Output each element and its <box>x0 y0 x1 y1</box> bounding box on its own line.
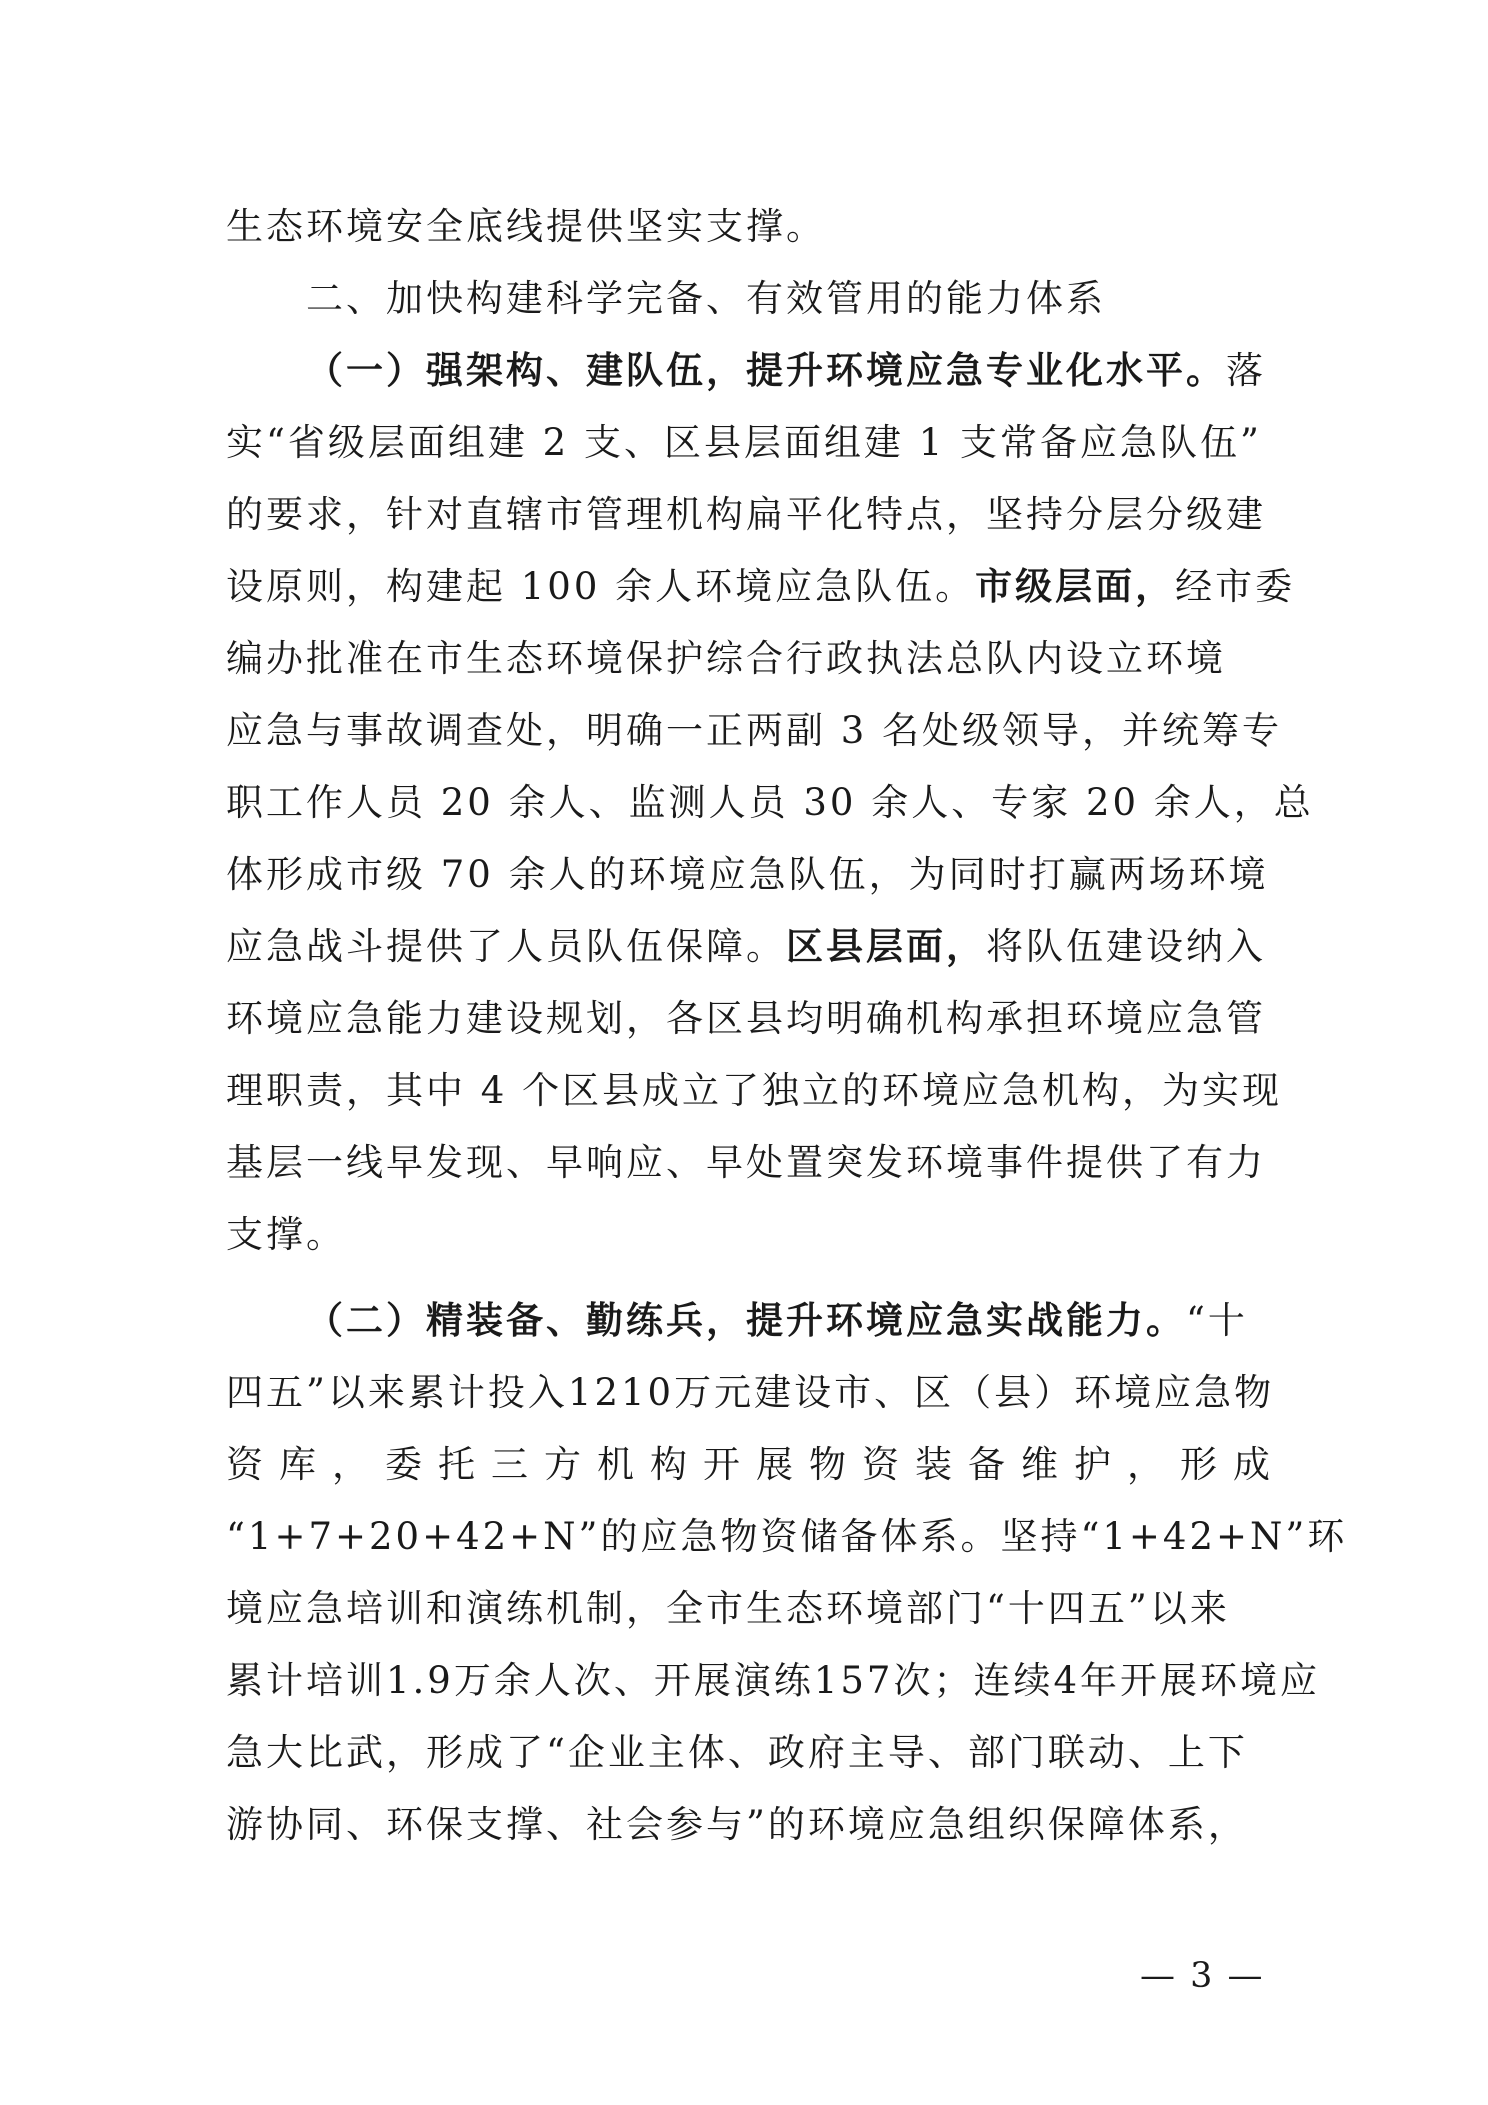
body-text: 四五”以来累计投入1210万元建设市、区（县）环境应急物 <box>226 1371 1275 1414</box>
paragraph-line <box>226 205 1260 248</box>
paragraph-line <box>226 1731 1260 1774</box>
paragraph-line <box>226 421 1262 464</box>
body-text: 应急战斗提供了人员队伍保障。 <box>226 925 786 968</box>
paragraph-line <box>226 1587 1260 1630</box>
body-text: “十 <box>1186 1299 1248 1342</box>
body-text: 基层一线早发现、早响应、早处置突发环境事件提供了有力 <box>226 1141 1266 1184</box>
body-text: 经市委 <box>1175 565 1296 608</box>
paragraph-line <box>226 1141 1266 1184</box>
body-text: 设原则，构建起 100 余人环境应急队伍。 <box>226 565 976 608</box>
emphasis-text: 市级层面， <box>975 564 1176 608</box>
paragraph-line <box>226 564 1296 608</box>
body-text: 编办批准在市生态环境保护综合行政执法总队内设立环境 <box>226 637 1226 680</box>
body-text: 应急与事故调查处，明确一正两副 3 名处级领导，并统筹专 <box>226 709 1283 752</box>
body-text: 将队伍建设纳入 <box>986 925 1266 968</box>
paragraph-line <box>226 1659 1321 1702</box>
body-text: 体形成市级 70 余人的环境应急队伍，为同时打赢两场环境 <box>226 853 1269 896</box>
body-text: 支撑。 <box>226 1213 346 1256</box>
body-text: “1+7+20+42+N”的应急物资储备体系。坚持“1+42+N”环 <box>226 1515 1348 1558</box>
subsection-heading: （一）强架构、建队伍，提升环境应急专业化水平。 <box>306 348 1226 392</box>
paragraph-line <box>226 1803 1260 1846</box>
paragraph-line <box>306 348 1266 392</box>
paragraph-line <box>226 1371 1275 1414</box>
paragraph-line <box>226 1213 1260 1256</box>
paragraph-line <box>226 1069 1283 1112</box>
section-heading <box>306 277 1340 320</box>
body-text: 游协同、环保支撑、社会参与”的环境应急组织保障体系， <box>226 1803 1248 1846</box>
body-text: 境应急培训和演练机制，全市生态环境部门“十四五”以来 <box>226 1587 1230 1630</box>
paragraph-line <box>226 853 1269 896</box>
body-text: 累计培训1.9万余人次、开展演练157次；连续4年开展环境应 <box>226 1659 1321 1702</box>
body-text: 实“省级层面组建 2 支、区县层面组建 1 支常备应急队伍” <box>226 421 1262 464</box>
page-number: — 3 — <box>1140 1956 1265 1996</box>
body-text: 急大比武，形成了“企业主体、政府主导、部门联动、上下 <box>226 1731 1248 1774</box>
emphasis-text: 区县层面， <box>786 924 986 968</box>
body-text: 理职责，其中 4 个区县成立了独立的环境应急机构，为实现 <box>226 1069 1283 1112</box>
paragraph-line <box>226 924 1266 968</box>
paragraph-line <box>226 997 1266 1040</box>
paragraph-line <box>306 1298 1260 1342</box>
paragraph-line <box>226 637 1260 680</box>
body-text: 资库，委托三方机构开展物资装备维护，形成 <box>226 1443 1286 1486</box>
body-text: 职工作人员 20 余人、监测人员 30 余人、专家 20 余人，总 <box>226 781 1314 824</box>
body-text: 的要求，针对直辖市管理机构扁平化特点，坚持分层分级建 <box>226 493 1266 536</box>
paragraph-line <box>226 1515 1348 1558</box>
paragraph-line <box>226 1443 1286 1486</box>
heading-text: 二、加快构建科学完备、有效管用的能力体系 <box>306 277 1106 320</box>
paragraph-line <box>226 781 1314 824</box>
paragraph-line <box>226 709 1283 752</box>
body-text: 落 <box>1226 349 1266 392</box>
subsection-heading: （二）精装备、勤练兵，提升环境应急实战能力。 <box>306 1298 1186 1342</box>
body-text: 环境应急能力建设规划，各区县均明确机构承担环境应急管 <box>226 997 1266 1040</box>
paragraph-line <box>226 493 1266 536</box>
body-text: 生态环境安全底线提供坚实支撑。 <box>226 205 826 248</box>
